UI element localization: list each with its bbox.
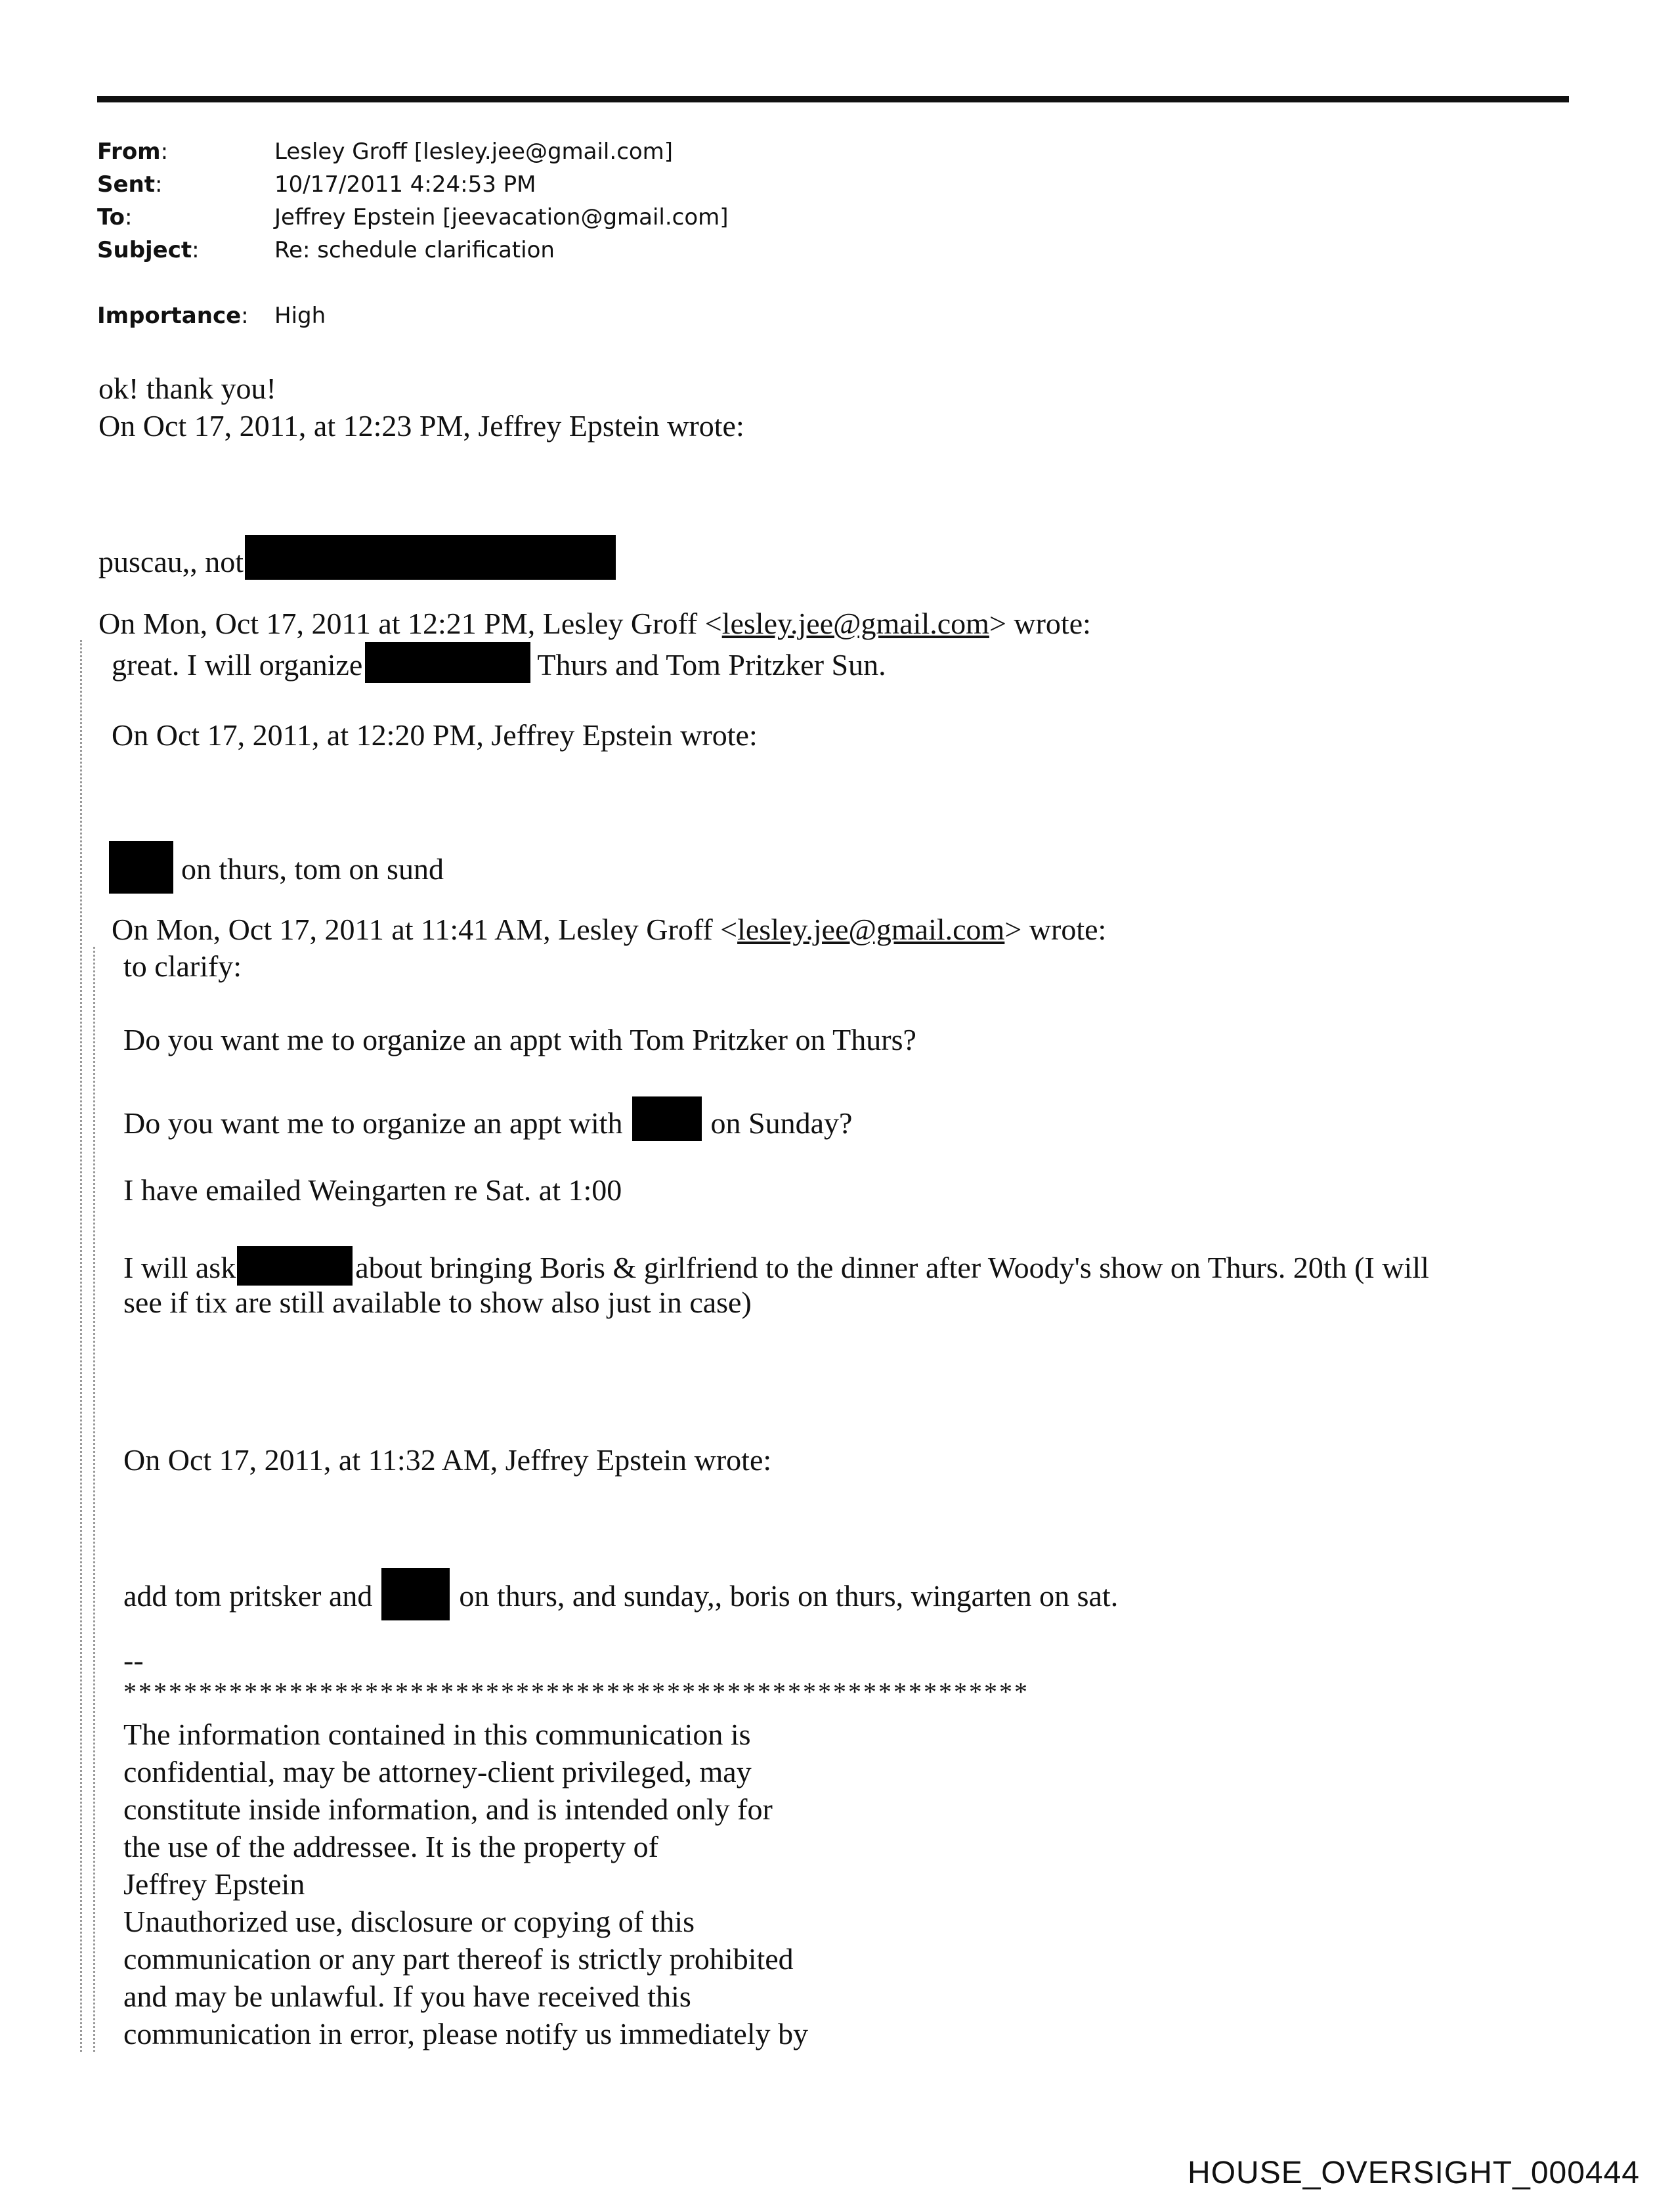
disclaimer-line-1: The information contained in this communication is	[123, 1718, 751, 1751]
add-line	[123, 1568, 1118, 1620]
sent-label: Sent	[97, 171, 156, 198]
quote-bar-level-2	[93, 947, 95, 2052]
signature-dash: --	[123, 1643, 144, 1677]
disclaimer-line-2: confidential, may be attorney-client privileged, may	[123, 1755, 752, 1789]
great-suffix: Thurs and Tom Pritzker Sun.	[537, 648, 886, 682]
great-line	[112, 642, 886, 683]
disclaimer-line-4: the use of the addressee. It is the property of	[123, 1830, 658, 1863]
from-label: From	[97, 139, 161, 165]
q-sun-suffix: on Sunday?	[710, 1106, 853, 1140]
quote-attribution-1223: On Oct 17, 2011, at 12:23 PM, Jeffrey Epstein wrote:	[98, 409, 744, 443]
email-link[interactable]: lesley.jee@gmail.com	[721, 607, 989, 640]
disclaimer-line-3: constitute inside information, and is intended only for	[123, 1792, 773, 1826]
subject-label: Subject	[97, 237, 192, 263]
signature-stars: ************************************************************	[123, 1677, 1029, 1706]
ask-line	[123, 1246, 1429, 1286]
disclaimer-line-6: Unauthorized use, disclosure or copying of this	[123, 1905, 695, 1938]
quote-attribution-1220: On Oct 17, 2011, at 12:20 PM, Jeffrey Epstein wrote:	[112, 718, 758, 752]
thurs-sund-text: on thurs, tom on sund	[181, 852, 444, 886]
header-rule	[97, 96, 1569, 102]
importance-value: High	[274, 303, 326, 329]
from-value: Lesley Groff [lesley.jee@gmail.com]	[274, 139, 674, 165]
disclaimer-line-7: communication or any part thereof is strictly prohibited	[123, 1942, 794, 1976]
ask-prefix: I will ask	[123, 1251, 236, 1284]
subject-value: Re: schedule clarification	[274, 237, 555, 263]
disclaimer-line-8: and may be unlawful. If you have received this	[123, 1980, 691, 2013]
redaction-block	[237, 1246, 353, 1286]
to-value: Jeffrey Epstein [jeevacation@gmail.com]	[274, 204, 729, 230]
puscau-line	[98, 535, 616, 580]
reply-text: ok! thank you!	[98, 372, 276, 405]
quote-attribution-1221	[98, 605, 1091, 642]
puscau-text: puscau,, not	[98, 545, 244, 578]
q-sun-prefix: Do you want me to organize an appt with	[123, 1106, 623, 1140]
quote-bar-level-1	[80, 640, 82, 2052]
ask-line-2: see if tix are still available to show also just in case)	[123, 1286, 752, 1319]
redaction-block	[381, 1568, 450, 1620]
to-label: To	[97, 204, 125, 230]
disclaimer-line-5: Jeffrey Epstein	[123, 1867, 305, 1901]
great-prefix: great. I will organize	[112, 648, 363, 682]
quote-attribution-1141	[112, 911, 1106, 948]
weingarten-line: I have emailed Weingarten re Sat. at 1:00	[123, 1173, 622, 1207]
quote-attribution-1132: On Oct 17, 2011, at 11:32 AM, Jeffrey Epstein wrote:	[123, 1443, 772, 1477]
clarify-line: to clarify:	[123, 949, 242, 983]
bates-number: HOUSE_OVERSIGHT_000444	[1188, 2156, 1640, 2190]
redaction-block	[109, 841, 173, 894]
importance-label: Importance	[97, 303, 242, 329]
add-prefix: add tom pritsker and	[123, 1579, 373, 1613]
attribution-suffix: > wrote:	[989, 607, 1091, 640]
redaction-block	[365, 642, 530, 683]
question-sunday	[123, 1096, 852, 1142]
ask-suffix: about bringing Boris & girlfriend to the dinner after Woody's show on Thurs. 20th (I will	[355, 1251, 1429, 1284]
disclaimer-line-9: communication in error, please notify us immediately by	[123, 2017, 809, 2050]
question-tom: Do you want me to organize an appt with Tom Pritzker on Thurs?	[123, 1023, 916, 1056]
redaction-block	[245, 535, 616, 580]
sent-value: 10/17/2011 4:24:53 PM	[274, 171, 536, 198]
attribution-prefix: On Mon, Oct 17, 2011 at 12:21 PM, Lesley Groff <	[98, 607, 722, 640]
attribution-suffix: > wrote:	[1004, 913, 1107, 946]
email-link[interactable]: lesley.jee@gmail.com	[737, 913, 1005, 946]
thurs-sund-line	[109, 841, 444, 894]
add-suffix: on thurs, and sunday,, boris on thurs, wingarten on sat.	[459, 1579, 1119, 1613]
redaction-block	[632, 1096, 702, 1141]
attribution-prefix: On Mon, Oct 17, 2011 at 11:41 AM, Lesley Groff <	[112, 913, 738, 946]
